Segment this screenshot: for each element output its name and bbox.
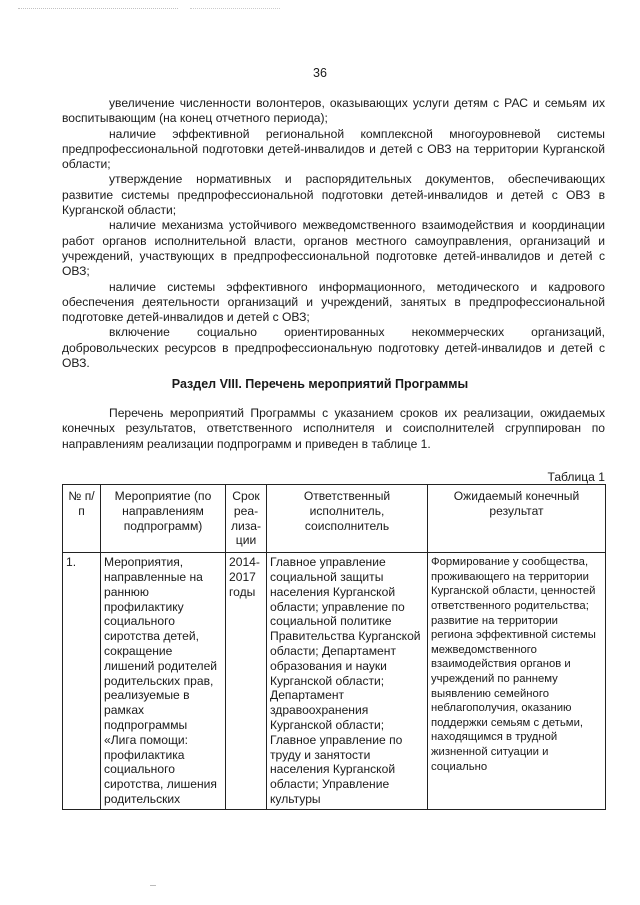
paragraph: наличие системы эффективного информационного, методического и кадрового обеспечения деятельности организаций и учреждений, занятых в предпрофессиональной подготовке детей-инвалидов и детей с ОВЗ; bbox=[62, 279, 605, 325]
section-intro: Перечень мероприятий Программы с указанием сроков их реализации, ожидаемых конечных результатов, ответственного исполнителя и соисполнителей сгруппирован по направлениям реализации подпрограмм и приведен в таблице 1. bbox=[62, 406, 605, 451]
paragraph: увеличение численности волонтеров, оказывающих услуги детям с РАС и семьям их воспитывающим (на конец отчетного периода); bbox=[62, 96, 605, 126]
scan-artifact bbox=[150, 885, 156, 886]
section-title: Раздел VIII. Перечень мероприятий Программы bbox=[171, 377, 469, 391]
table-row bbox=[63, 553, 606, 810]
paragraph: утверждение нормативных и распорядительных документов, обеспечивающих развитие системы предпрофессиональной подготовки детей-инвалидов и детей с ОВЗ в Курганской области; bbox=[62, 172, 605, 218]
header-event: Мероприятие (по направлениям подпрограмм) bbox=[101, 485, 226, 553]
cell-executor: Главное управление социальной защиты населения Курганской области; управление по социальной политике Правительства Курганской области; Департамент образования и науки Курганской области; Департамент здравоохранения Курганской области; Главное управление по труду и занятости населения Курганской области; Управление культуры bbox=[267, 553, 428, 810]
header-num: № п/п bbox=[63, 485, 101, 553]
cell-num: 1. bbox=[63, 553, 101, 810]
scan-artifact bbox=[18, 8, 178, 11]
document-body bbox=[62, 96, 605, 371]
paragraph: включение социально ориентированных некоммерческих организаций, добровольческих ресурсов в предпрофессиональную подготовку детей-инвалидов и детей с ОВЗ. bbox=[62, 325, 605, 371]
page-number: 36 bbox=[313, 66, 327, 80]
table-caption: Таблица 1 bbox=[547, 470, 605, 484]
header-result: Ожидаемый конечный результат bbox=[428, 485, 606, 553]
header-executor: Ответственный исполнитель, соисполнитель bbox=[267, 485, 428, 553]
cell-result: Формирование у сообщества, проживающего на территории Курганской области, ценностей ответственного родительства; развитие на территории региона эффективной системы межведомственного взаимодействия органов и учреждений по раннему выявлению семейного неблагополучия, оказанию поддержки семьям с детьми, находящимся в трудной жизненной ситуации и социально bbox=[428, 553, 606, 810]
table-header-row bbox=[63, 485, 606, 553]
paragraph: наличие эффективной региональной комплексной многоуровневой системы предпрофессиональной подготовки детей-инвалидов и детей с ОВЗ на территории Курганской области; bbox=[62, 126, 605, 172]
cell-event: Мероприятия, направленные на раннюю профилактику социального сиротства детей, сокращение лишений родителей родительских прав, реализуемые в рамках подпрограммы «Лига помощи: профилактика социального сиротства, лишения родительских bbox=[101, 553, 226, 810]
scan-artifact bbox=[190, 8, 280, 11]
paragraph: наличие механизма устойчивого межведомственного взаимодействия и координации работ органов исполнительной власти, органов местного самоуправления, организаций и учреждений, участвующих в предпрофессиональной подготовке детей-инвалидов и детей с ОВЗ; bbox=[62, 218, 605, 279]
cell-term: 2014-2017 годы bbox=[226, 553, 267, 810]
header-term: Срок реа-лиза-ции bbox=[226, 485, 267, 553]
events-table bbox=[62, 484, 606, 810]
